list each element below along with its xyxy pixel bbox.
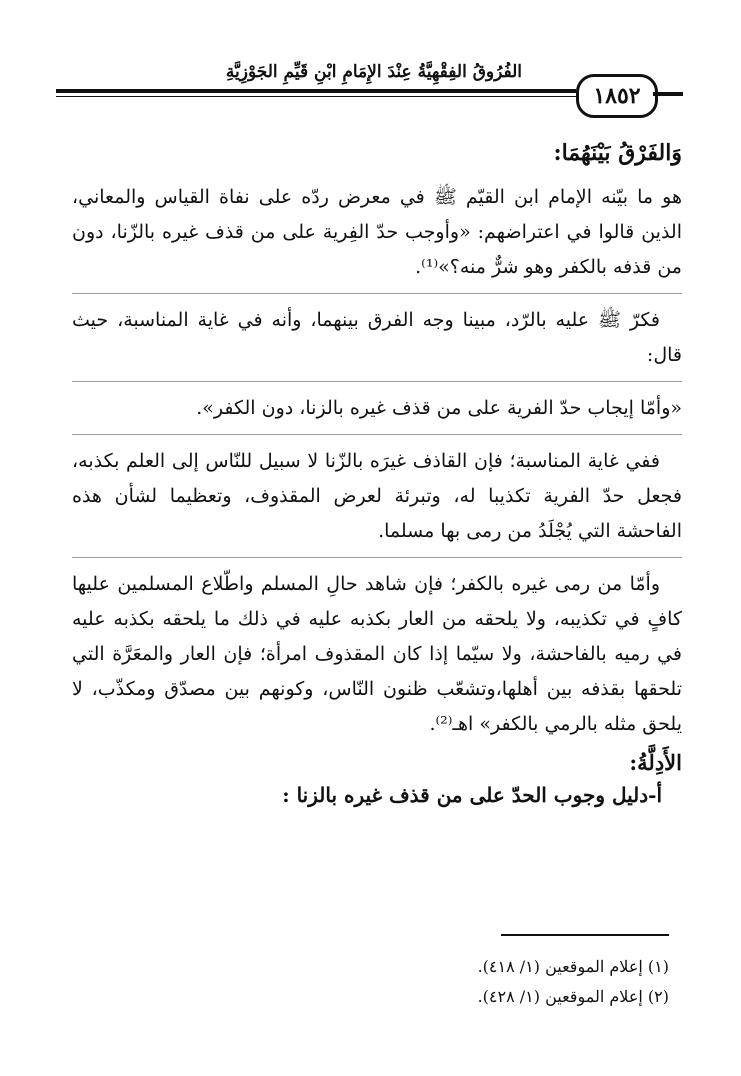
evidence-heading: الأَدِلَّةُ: bbox=[629, 750, 682, 775]
header-rule-thin bbox=[56, 96, 576, 97]
paragraph-5: وأمّا من رمى غيره بالكفر؛ فإن شاهد حالِ المسلم واطّلاع المسلمين عليها كافٍ في تكذيبه، ولا يلحقه من العار بكذبه عليه في ذلك ما يلحقه بكذبه عليه في رميه بالفاحشة، ولا سيّما إذا كان المقذوف امرأة؛ فإن العار والمعَرَّة التي تلحقها بقذفه بين أهلها،وتشعّب ظنون النّاس، وكونهم بين مصدّق ومكذّب، لا يلحق مثله بالرمي بالكفر» اهـ⁽²⁾. bbox=[72, 573, 682, 735]
page-number-frame bbox=[576, 74, 658, 118]
main-text bbox=[72, 128, 682, 807]
evidence-subheading: أ-دليل وجوب الحدّ على من قذف غيره بالزنا : bbox=[282, 783, 662, 807]
separator bbox=[72, 557, 682, 558]
paragraph-1: هو ما بيّنه الإمام ابن القيّم ﷺ في معرض ردّه على نفاة القياس والمعاني، الذين قالوا في اعتراضهم: «وأوجب حدّ الفِرية على من قذف غيره بالزّنا، دون من قذفه بالكفر وهو شرٌّ منه؟»⁽¹⁾. bbox=[72, 186, 682, 278]
running-header-title: الفُرُوقُ الفِقْهِيَّةُ عِنْدَ الإِمَامِ ابْنِ قَيِّمِ الجَوْزِيَّةِ bbox=[225, 62, 522, 82]
footnote-1: (١) إعلام الموقعين (١/ ٤١٨). bbox=[477, 957, 669, 976]
footnote-rule bbox=[501, 934, 669, 936]
header-rule bbox=[56, 89, 576, 93]
footnote-2: (٢) إعلام الموقعين (١/ ٤٢٨). bbox=[477, 987, 669, 1006]
paragraph-2: فكرّ ﷺ عليه بالرّد، مبينا وجه الفرق بينهما، وأنه في غاية المناسبة، حيث قال: bbox=[72, 309, 682, 366]
paragraph-4: ففي غاية المناسبة؛ فإن القاذف غيرَه بالزّنا لا سبيل للنّاس إلى العلم بكذبه، فجعل حدّ الفرية تكذيبا له، وتبرئة لعرض المقذوف، وتعظيما لشأن هذه الفاحشة التي يُجْلَدُ من رمى بها مسلما. bbox=[72, 450, 682, 542]
page-number: ١٨٥٢ bbox=[593, 83, 641, 109]
section-heading: وَالفَرْقُ بَيْنَهُمَا: bbox=[553, 140, 682, 166]
separator bbox=[72, 434, 682, 435]
paragraph-3-quote: «وأمّا إيجاب حدّ الفرية على من قذف غيره بالزنا، دون الكفر». bbox=[196, 397, 682, 419]
separator bbox=[72, 293, 682, 294]
footnotes bbox=[69, 952, 669, 1012]
separator bbox=[72, 381, 682, 382]
